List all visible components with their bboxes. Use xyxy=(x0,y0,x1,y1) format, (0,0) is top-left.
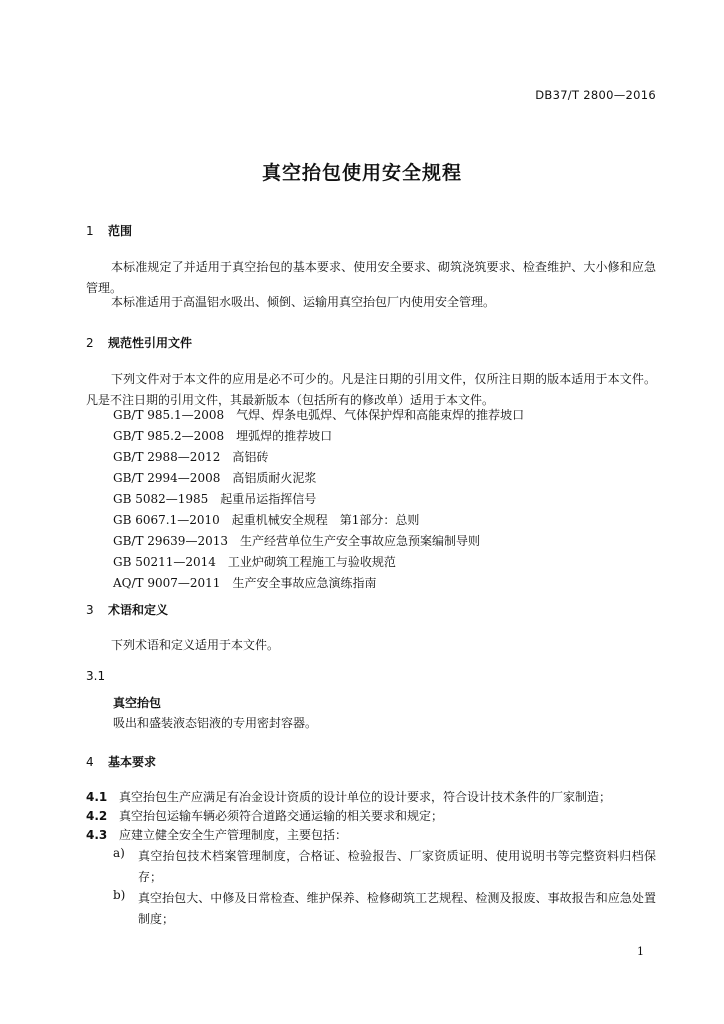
reference-item: GB/T 2994—2008 高铝质耐火泥浆 xyxy=(113,471,317,485)
requirement-item xyxy=(86,787,611,808)
requirement-item xyxy=(86,825,347,846)
paragraph: 本标准规定了并适用于真空抬包的基本要求、使用安全要求、砌筑浇筑要求、检查维护、大小修和应急管理。 xyxy=(86,260,656,295)
section-heading-4 xyxy=(86,753,156,770)
reference-item: GB/T 985.1—2008 气焊、焊条电弧焊、气体保护焊和高能束焊的推荐坡口 xyxy=(113,408,525,422)
section-title: 规范性引用文件 xyxy=(108,336,193,350)
requirement-item xyxy=(86,806,443,827)
item-number: 4.1 xyxy=(86,790,108,804)
section-number: 3 xyxy=(86,603,94,617)
reference-item: GB/T 29639—2013 生产经营单位生产安全事故应急预案编制导则 xyxy=(113,534,480,548)
list-item-text: 真空抬包技术档案管理制度，合格证、检验报告、厂家资质证明、使用说明书等完整资料归档保存； xyxy=(138,849,656,884)
item-number: 4.3 xyxy=(86,828,108,842)
paragraph: 下列术语和定义适用于本文件。 xyxy=(111,638,280,652)
reference-item: GB 50211—2014 工业炉砌筑工程施工与验收规范 xyxy=(113,555,396,569)
section-title: 范围 xyxy=(108,224,133,238)
item-number: 4.2 xyxy=(86,809,108,823)
list-marker: a) xyxy=(113,846,125,860)
standard-code: DB37/T 2800—2016 xyxy=(535,88,656,102)
section-number: 2 xyxy=(86,336,94,350)
section-number: 1 xyxy=(86,224,94,238)
section-heading-3 xyxy=(86,601,168,618)
list-marker: b) xyxy=(113,888,126,902)
item-text: 应建立健全安全生产管理制度，主要包括： xyxy=(119,828,348,842)
reference-item: AQ/T 9007—2011 生产安全事故应急演练指南 xyxy=(113,576,377,590)
item-text: 真空抬包运输车辆必须符合道路交通运输的相关要求和规定； xyxy=(119,809,444,823)
reference-item: GB/T 2988—2012 高铝砖 xyxy=(113,450,269,464)
paragraph: 本标准适用于高温铝水吸出、倾倒、运输用真空抬包厂内使用安全管理。 xyxy=(111,295,496,309)
reference-item: GB 5082—1985 起重吊运指挥信号 xyxy=(113,492,317,506)
section-title: 术语和定义 xyxy=(108,603,169,617)
page-number: 1 xyxy=(637,945,644,958)
list-item-text: 真空抬包大、中修及日常检查、维护保养、检修砌筑工艺规程、检测及报废、事故报告和应急处置制度； xyxy=(138,891,656,926)
section-heading-2 xyxy=(86,334,192,351)
section-title: 基本要求 xyxy=(108,755,157,769)
section-heading-1 xyxy=(86,222,132,239)
reference-item: GB 6067.1—2010 起重机械安全规程 第1部分：总则 xyxy=(113,513,420,527)
subsection-number: 3.1 xyxy=(86,669,106,683)
section-number: 4 xyxy=(86,755,94,769)
paragraph: 下列文件对于本文件的应用是必不可少的。凡是注日期的引用文件，仅所注日期的版本适用于本文件。凡是不注日期的引用文件，其最新版本（包括所有的修改单）适用于本文件。 xyxy=(86,372,656,407)
term-definition: 吸出和盛装液态铝液的专用密封容器。 xyxy=(113,716,318,730)
document-title: 真空抬包使用安全规程 xyxy=(261,162,462,184)
reference-item: GB/T 985.2—2008 埋弧焊的推荐坡口 xyxy=(113,429,333,443)
term-name: 真空抬包 xyxy=(113,696,162,710)
item-text: 真空抬包生产应满足有冶金设计资质的设计单位的设计要求，符合设计技术条件的厂家制造； xyxy=(119,790,612,804)
